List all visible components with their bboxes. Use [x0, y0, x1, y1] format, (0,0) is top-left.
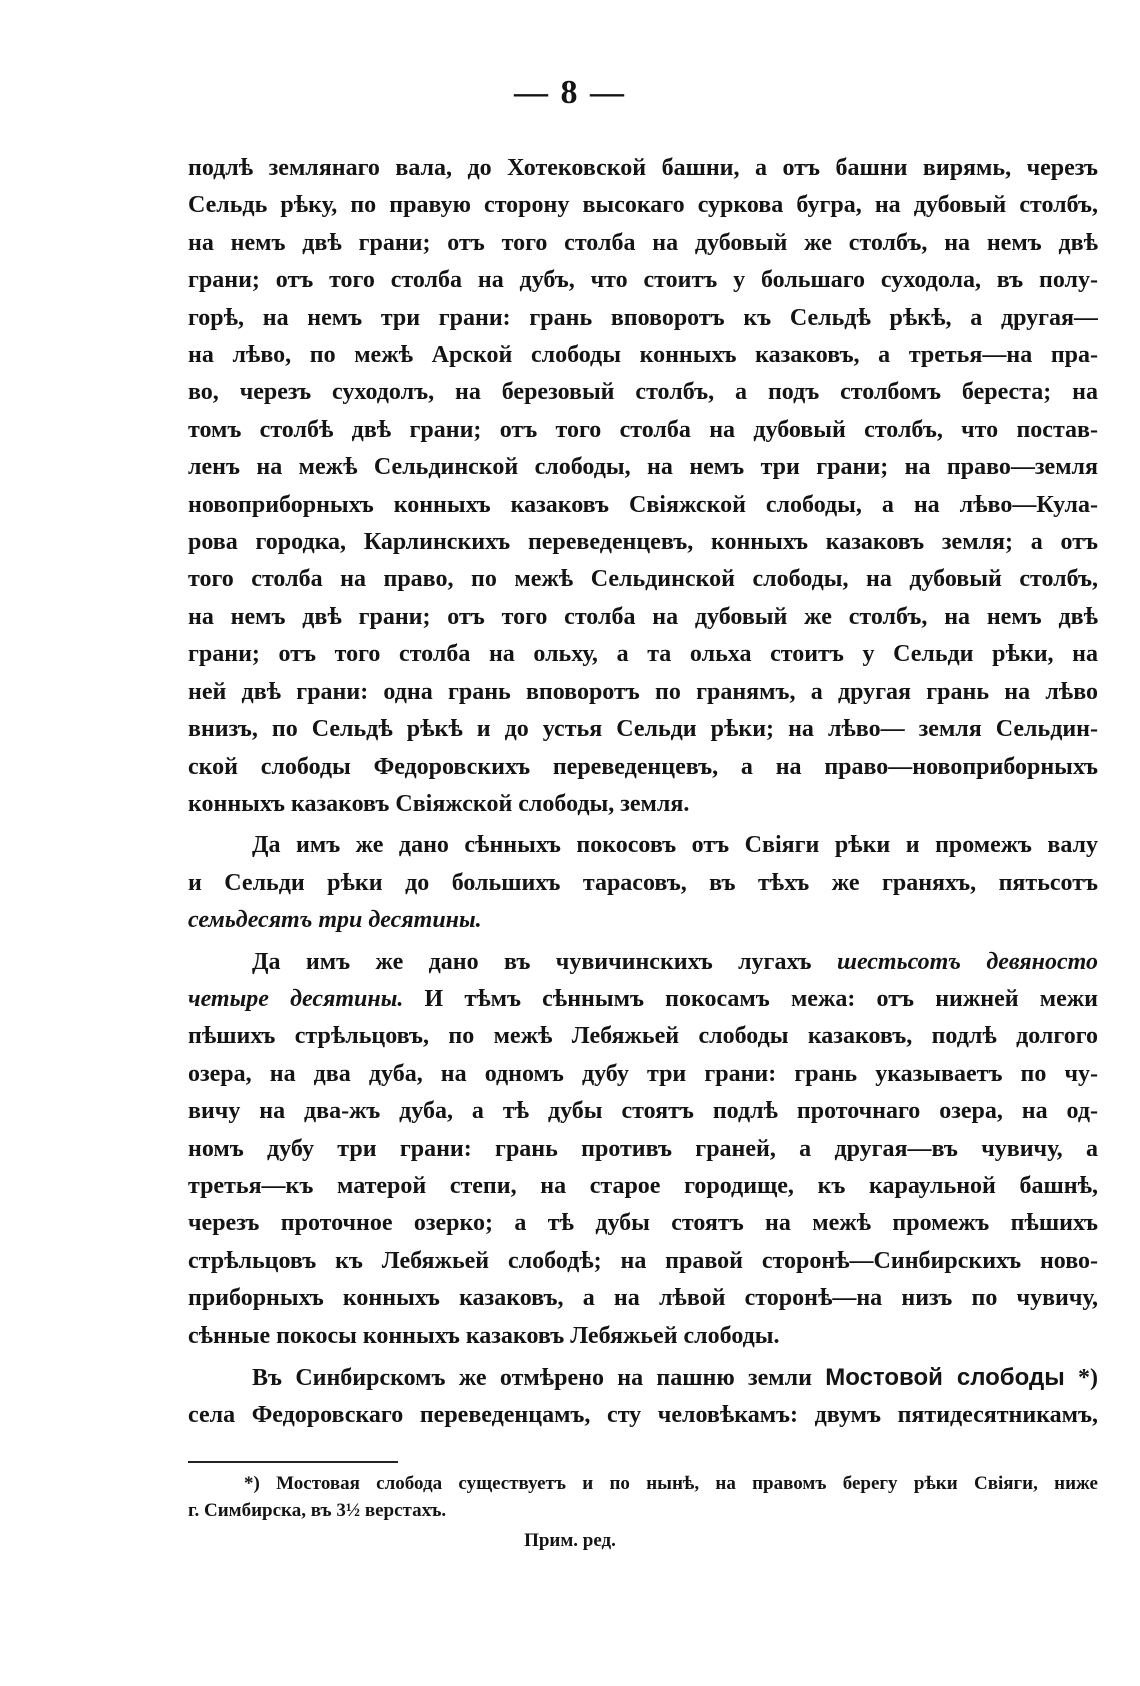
text-line: на лѣво, по межѣ Арской слободы конныхъ казаковъ, а третья—на пра- [188, 342, 1098, 369]
text-line: Да имъ же дано сѣнныхъ покосовъ отъ Свіяги рѣки и промежъ валу [252, 832, 1098, 859]
text-line: третья—къ матерой степи, на старое городище, къ караульной башнѣ, [188, 1172, 1098, 1199]
text-line: номъ дубу три грани: грань противъ граней, а другая—въ чувичу, а [188, 1135, 1098, 1162]
text-line: грани; отъ того столба на ольху, а та ольха стоитъ у Сельди рѣки, на [188, 641, 1098, 668]
page-number: — 8 — [514, 74, 626, 111]
footnote-marker: *) [1064, 1365, 1098, 1391]
text-line: пѣшихъ стрѣльцовъ, по межѣ Лебяжьей слободы казаковъ, подлѣ долгого [188, 1023, 1098, 1050]
text-run-emphasis: шестьсотъ девяносто [836, 948, 1098, 975]
text-line: ленъ на межѣ Сельдинской слободы, на немъ три грани; на право—земля [188, 454, 1098, 481]
text-line: того столба на право, по межѣ Сельдинской слободы, на дубовый столбъ, [188, 566, 1098, 593]
text-line [188, 944, 1098, 981]
text-line: ской слободы Федоровскихъ переведенцевъ, а на право—новоприборныхъ [188, 753, 1098, 780]
text-line: вичу на два-жъ дуба, а тѣ дубы стоятъ подлѣ проточнаго озера, на од- [188, 1098, 1098, 1125]
footnote [188, 1470, 1098, 1524]
editor-note: Прим. ред. [524, 1530, 616, 1551]
text-line: новоприборныхъ конныхъ казаковъ Свіяжской слободы, а на лѣво—Кула- [188, 491, 1098, 518]
text-line: и Сельди рѣки до большихъ тарасовъ, въ тѣхъ же граняхъ, пятьсотъ [188, 869, 1098, 896]
text-line: Сельдь рѣку, по правую сторону высокаго суркова бугра, на дубовый столбъ, [188, 192, 1098, 219]
footnote-line: г. Симбирска, въ 3½ верстахъ. [188, 1500, 447, 1521]
text-line: на немъ двѣ грани; отъ того столба на дубовый же столбъ, на немъ двѣ [188, 603, 1098, 630]
text-line: озера, на два дуба, на одномъ дубу три грани: грань указываетъ по чу- [188, 1060, 1098, 1087]
text-line: ней двѣ грани: одна грань вповоротъ по гранямъ, а другая грань на лѣво [188, 678, 1098, 705]
text-line [188, 981, 1098, 1018]
text-run-emphasis: четыре десятины. [188, 985, 404, 1012]
paragraph-1 [188, 150, 1098, 823]
text-run-bold: Мостовой слободы [825, 1364, 1065, 1391]
paragraph-2 [188, 827, 1098, 939]
text-line: приборныхъ конныхъ казаковъ, а на лѣвой сторонѣ—на низъ по чувичу, [188, 1285, 1098, 1312]
text-line: черезъ проточное озерко; а тѣ дубы стоятъ на межѣ промежъ пѣшихъ [188, 1210, 1098, 1237]
text-line: рова городка, Карлинскихъ переведенцевъ, конныхъ казаковъ земля; а отъ [188, 529, 1098, 556]
text-line: сѣнные покосы конныхъ казаковъ Лебяжьей слободы. [188, 1322, 780, 1349]
text-line: внизъ, по Сельдѣ рѣкѣ и до устья Сельди рѣки; на лѣво— земля Сельдин- [188, 716, 1098, 743]
text-run: Въ Синбирскомъ же отмѣрено на пашню земли [252, 1365, 826, 1391]
text-line: подлѣ землянаго вала, до Хотековской башни, а отъ башни вирямь, черезъ [188, 155, 1098, 181]
text-run: И тѣмъ сѣннымъ покосамъ межа: отъ нижней межи [403, 985, 1098, 1012]
footnote-divider [188, 1461, 398, 1463]
paragraph-4 [188, 1359, 1098, 1435]
text-line: во, черезъ суходолъ, на березовый столбъ, а подъ столбомъ береста; на [188, 379, 1098, 406]
text-line: горѣ, на немъ три грани: грань вповоротъ къ Сельдѣ рѣкѣ, а другая— [188, 304, 1098, 331]
paragraph-3 [188, 944, 1098, 1355]
footnote-line: *) Мостовая слобода существуетъ и по нынѣ, на правомъ берегу рѣки Свіяги, ниже [244, 1473, 1098, 1494]
text-line [188, 1359, 1098, 1397]
text-line: стрѣльцовъ къ Лебяжьей слободѣ; на правой сторонѣ—Синбирскихъ ново- [188, 1247, 1098, 1274]
text-line: на немъ двѣ грани; отъ того столба на дубовый же столбъ, на немъ двѣ [188, 229, 1098, 256]
text-run: Да имъ же дано въ чувичинскихъ лугахъ [252, 948, 837, 975]
text-line-emphasis: семьдесятъ три десятины. [188, 907, 482, 934]
text-line: томъ столбѣ двѣ грани; отъ того столба на дубовый столбъ, что постав- [188, 416, 1098, 443]
text-line: конныхъ казаковъ Свіяжской слободы, земля. [188, 790, 690, 817]
text-line: грани; отъ того столба на дубъ, что стоитъ у большаго суходола, въ полу- [188, 267, 1098, 294]
text-line: села Федоровскаго переведенцамъ, сту человѣкамъ: двумъ пятидесятникамъ, [188, 1402, 1098, 1429]
body-text [188, 150, 1098, 1435]
